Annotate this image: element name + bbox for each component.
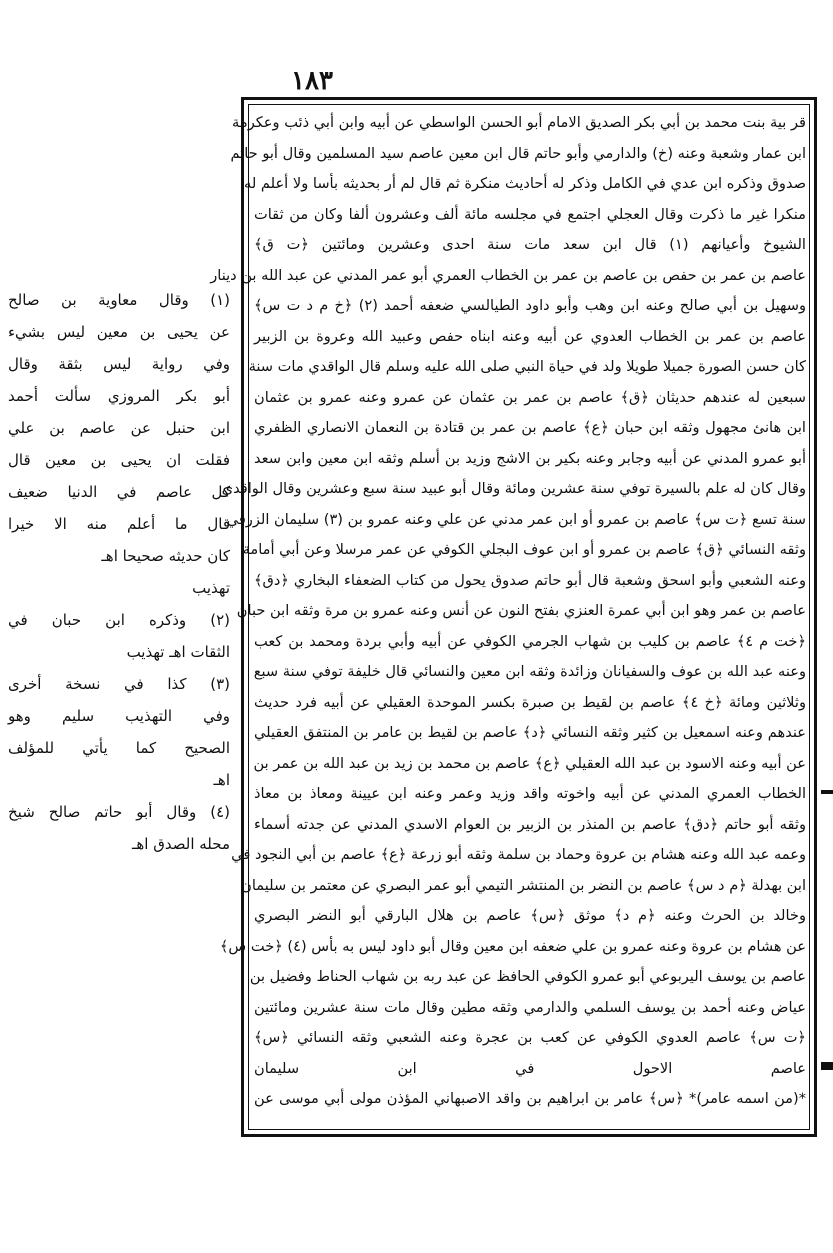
main-text-line: عن أبيه وعنه الاسود بن عبد الله العقيلي ﴿ع﴾ عاصم بن محمد بن زيد بن عبد الله بن عمر بن bbox=[253, 754, 806, 772]
main-text-line: وثلاثين ومائة ﴿خ ٤﴾ عاصم بن لقيط بن صبرة بكسر الموحدة العقيلي عن أبيه فرد حديث bbox=[254, 693, 806, 711]
margin-note-line: ابن حنبل عن عاصم بن علي bbox=[8, 419, 230, 437]
margin-note-line: (١) وقال معاوية بن صالح bbox=[8, 291, 230, 309]
main-text-line: وخالد بن الحرث وعنه ﴿م د﴾ موثق ﴿س﴾ عاصم بن هلال البارقي أبو النضر البصري bbox=[254, 907, 806, 924]
main-text-line: سبعين له عندهم حديثان ﴿ق﴾ عاصم بن عمر بن عثمان عن عمرو وعنه عمرو بن عثمان bbox=[254, 388, 806, 406]
main-text-line: صدوق وذكره ابن عدي في الكامل وذكر له أحاديث منكرة ثم قال لم أر بحديثه بأسا ولا أعلم له bbox=[244, 175, 806, 192]
main-text-line: عاصم الاحول في ابن سليمان bbox=[254, 1059, 806, 1077]
edge-mark-top bbox=[821, 790, 833, 794]
main-text-line: الشيوخ وأعيانهم (١) قال ابن سعد مات سنة احدى وعشرين ومائتين ﴿ت ق﴾ bbox=[254, 236, 806, 253]
margin-note-line: وفي رواية ليس بثقة وقال bbox=[8, 355, 230, 373]
main-text-line: عياض وعنه أحمد بن يوسف السلمي والدارمي وثقه مطين وقال مات سنة عشرين ومائتين bbox=[254, 998, 806, 1016]
margin-note-line: قال ما أعلم منه الا خيرا bbox=[8, 515, 230, 533]
main-text-line: كان حسن الصورة جميلا طويلا ولد في حياة النبي صلى الله عليه وسلم قال الواقدي مات سنة bbox=[248, 358, 806, 375]
main-text-line: عن هشام بن عروة وعنه عمرو بن علي ضعفه ابن معين وقال أبو داود ليس به بأس (٤) ﴿خت س﴾ bbox=[219, 937, 806, 955]
main-text-line: أبو عمرو المدني عن أبيه وجابر وعنه بكير بن الاشج وزيد بن أسلم وثقه ابن معين وابن سعد bbox=[254, 449, 806, 467]
main-text-line: منكرا غير ما ذكرت وقال العجلي اجتمع في مجلسه مائة ألف وعشرون ألفا وكان من ثقات bbox=[254, 205, 806, 223]
main-text-line: الخطاب العمري المدني عن أبيه واخوته واقد وزيد وعمر وعنه ابن عيينة ومعاذ بن معاذ bbox=[254, 785, 806, 802]
margin-note-line: عن يحيى بن معين ليس بشيء bbox=[8, 323, 230, 341]
margin-note-line: (٢) وذكره ابن حبان في bbox=[8, 611, 230, 629]
main-text-line: وعمه عبد الله وعنه هشام بن عروة وحماد بن سلمة وثقه أبو زرعة ﴿ع﴾ عاصم بن أبي النجود في bbox=[231, 846, 806, 863]
margin-note-line: وفي التهذيب سليم وهو bbox=[8, 707, 230, 725]
main-text-line: عاصم بن عمر بن حفص بن عاصم بن عمر بن الخطاب العمري أبو عمر المدني عن عبد الله بن دينار bbox=[210, 266, 806, 284]
main-text-line: سنة تسع ﴿ت س﴾ عاصم بن عمرو أو ابن عمر مدني عن علي وعنه عمرو بن (٣) سليمان الزرقي bbox=[226, 510, 806, 528]
main-text-line: ﴿خت م ٤﴾ عاصم بن كليب بن شهاب الجرمي الكوفي عن أبيه وأبي بردة ومحمد بن كعب bbox=[254, 632, 806, 650]
margin-note-line: تهذيب bbox=[192, 579, 230, 597]
main-text-line: عاصم بن عمر بن الخطاب العدوي عن أبيه وعنه ابناه حفص وعبيد الله وعروة بن الزبير bbox=[254, 327, 806, 345]
main-text-line: ﴿ت س﴾ عاصم العدوي الكوفي عن كعب بن عجرة وعنه الشعبي وثقه النسائي ﴿س﴾ bbox=[254, 1029, 806, 1046]
main-text-line: عندهم وعنه اسمعيل بن كثير وثقه النسائي ﴿د﴾ عاصم بن لقيط بن عامر بن المنتفق العقيلي bbox=[254, 724, 806, 741]
main-text-line: وسهيل بن أبي صالح وعنه ابن وهب وأبو داود الطيالسي ضعفه أحمد (٢) ﴿خ م د ت س﴾ bbox=[254, 297, 806, 314]
main-text-line: وعنه الشعبي وأبو اسحق وشعبة قال أبو حاتم صدوق يحول من كتاب الضعفاء البخاري ﴿دق﴾ bbox=[254, 571, 806, 589]
main-text-line: وثقه النسائي ﴿ق﴾ عاصم بن عمرو أو ابن عوف البجلي الكوفي عن عمر مرسلا وعن أبي أمامة bbox=[242, 541, 806, 558]
margin-note-line: الثقات اهـ تهذيب bbox=[126, 643, 230, 661]
margin-note-line: (٤) وقال أبو حاتم صالح شيخ bbox=[8, 803, 230, 821]
main-text-line: عاصم بن عمر وهو ابن أبي عمرة العنزي بفتح النون عن أنس وعنه عمرو بن مرة وثقه ابن حبان bbox=[236, 602, 806, 619]
margin-note-line: فقلت ان يحيى بن معين قال bbox=[8, 451, 230, 469]
margin-note-line: كان حديثه صحيحا اهـ bbox=[101, 547, 230, 565]
margin-note-line: (٣) كذا في نسخة أخرى bbox=[8, 675, 230, 693]
margin-note-line: اهـ bbox=[213, 771, 230, 789]
main-text-line: وقال كان له علم بالسيرة توفي سنة عشرين ومائة وقال أبو عبيد سنة سبع وعشرين وقال الواقدي bbox=[221, 480, 806, 497]
margin-note-line: أبو بكر المروزي سألت أحمد bbox=[8, 387, 230, 405]
margin-note-line: محله الصدق اهـ bbox=[132, 835, 230, 853]
main-text-line: ابن عمار وشعبة وعنه (خ) والدارمي وأبو حاتم قال ابن معين عاصم سيد المسلمين وقال أبو حاتم bbox=[230, 144, 806, 162]
margin-note-line: كل عاصم في الدنيا ضعيف bbox=[8, 483, 230, 501]
edge-mark-bottom bbox=[821, 1062, 833, 1070]
main-text-line: ابن هانئ مجهول وثقه ابن حبان ﴿ع﴾ عاصم بن عمر بن قتادة بن النعمان الانصاري الظفري bbox=[254, 419, 806, 436]
main-text-line: وثقه أبو حاتم ﴿دق﴾ عاصم بن المنذر بن الزبير بن العوام الاسدي المدني عن جدته أسماء bbox=[254, 815, 806, 833]
main-text-line: ابن بهدلة ﴿م د س﴾ عاصم بن النضر بن المنتشر التيمي أبو عمر البصري عن معتمر بن سليمان bbox=[241, 876, 806, 894]
main-text-line: وعنه عبد الله بن عوف والسفيانان وزائدة وثقه ابن معين والنسائي قال خليفة توفي سنة سبع bbox=[253, 663, 806, 680]
main-text-line: *(من اسمه عامر)* ﴿س﴾ عامر بن ابراهيم بن واقد الاصبهاني المؤذن مولى أبي موسى عن bbox=[254, 1090, 806, 1107]
main-text-line: قر بية بنت محمد بن أبي بكر الصديق الامام أبو الحسن الواسطي عن أبيه وابن أبي ذئب وعكرمة bbox=[232, 114, 806, 131]
main-text-line: عاصم بن يوسف اليربوعي أبو عمرو الكوفي الحافظ عن عبد ربه بن شهاب الحناط وفضيل بن bbox=[249, 968, 806, 985]
margin-notes bbox=[8, 284, 230, 860]
page-number: ١٨٣ bbox=[291, 66, 333, 96]
margin-note-line: الصحيح كما يأتي للمؤلف bbox=[8, 739, 230, 757]
